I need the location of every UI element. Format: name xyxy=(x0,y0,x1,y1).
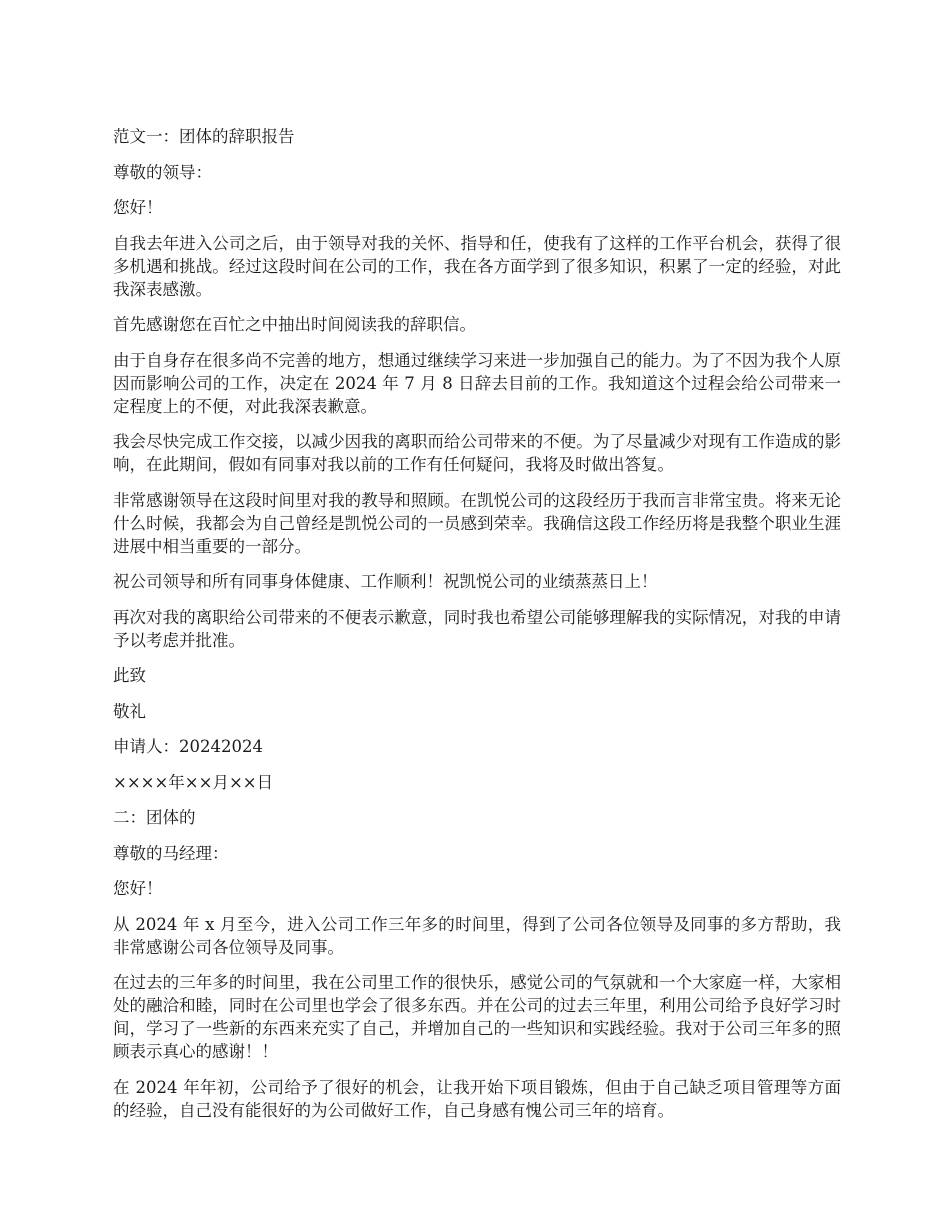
document-body xyxy=(113,125,841,1134)
body-paragraph: 自我去年进入公司之后，由于领导对我的关怀、指导和任，使我有了这样的工作平台机会，获得了很多机遇和挑战。经过这段时间在公司的工作，我在各方面学到了很多知识，积累了一定的经验，对此我深表感激。 xyxy=(113,233,841,299)
body-paragraph: 在 2024 年年初，公司给予了很好的机会，让我开始下项目锻炼，但由于自己缺乏项目管理等方面的经验，自己没有能很好的为公司做好工作，自己身感有愧公司三年的培育。 xyxy=(113,1077,841,1120)
body-paragraph: 非常感谢领导在这段时间里对我的教导和照顾。在凯悦公司的这段经历于我而言非常宝贵。将来无论什么时候，我都会为自己曾经是凯悦公司的一员感到荣幸。我确信这段工作经历将是我整个职业生涯进展中相当重要的一部分。 xyxy=(113,490,841,556)
body-paragraph: 由于自身存在很多尚不完善的地方，想通过继续学习来进一步加强自己的能力。为了不因为我个人原因而影响公司的工作，决定在 2024 年 7 月 8 日辞去目前的工作。我知道这个过程会给公司带来一定程度上的不便，对此我深表歉意。 xyxy=(113,350,841,416)
body-paragraph: 首先感谢您在百忙之中抽出时间阅读我的辞职信。 xyxy=(113,315,476,334)
body-paragraph: 在过去的三年多的时间里，我在公司里工作的很快乐，感觉公司的气氛就和一个大家庭一样，大家相处的融洽和睦，同时在公司里也学会了很多东西。并在公司的过去三年里，利用公司给予良好学习时间，学习了一些新的东西来充实了自己，并增加自己的一些知识和实践经验。我对于公司三年多的照顾表示真心的感谢！！ xyxy=(113,973,841,1061)
body-paragraph: 再次对我的离职给公司带来的不便表示歉意，同时我也希望公司能够理解我的实际情况，对我的申请予以考虑并批准。 xyxy=(113,607,841,650)
greeting: 您好！ xyxy=(113,879,163,898)
closing: 此致 xyxy=(113,666,146,685)
section-heading: 二：团体的 xyxy=(113,808,196,827)
closing-salute: 敬礼 xyxy=(113,701,146,721)
salutation: 尊敬的领导： xyxy=(113,162,212,182)
salutation: 尊敬的马经理： xyxy=(113,843,229,863)
body-paragraph: 从 2024 年 x 月至今，进入公司工作三年多的时间里，得到了公司各位领导及同事的多方帮助，我非常感谢公司各位领导及同事。 xyxy=(113,914,841,957)
body-paragraph: 我会尽快完成工作交接，以减少因我的离职而给公司带来的不便。为了尽量减少对现有工作造成的影响，在此期间，假如有同事对我以前的工作有任何疑问，我将及时做出答复。 xyxy=(113,432,841,474)
signature-line: 申请人：20242024 xyxy=(113,737,263,756)
greeting: 您好！ xyxy=(113,198,163,217)
body-paragraph: 祝公司领导和所有同事身体健康、工作顺利！祝凯悦公司的业绩蒸蒸日上！ xyxy=(113,572,658,591)
date-line: ××××年××月××日 xyxy=(113,772,274,792)
doc-title: 范文一：团体的辞职报告 xyxy=(113,127,295,146)
